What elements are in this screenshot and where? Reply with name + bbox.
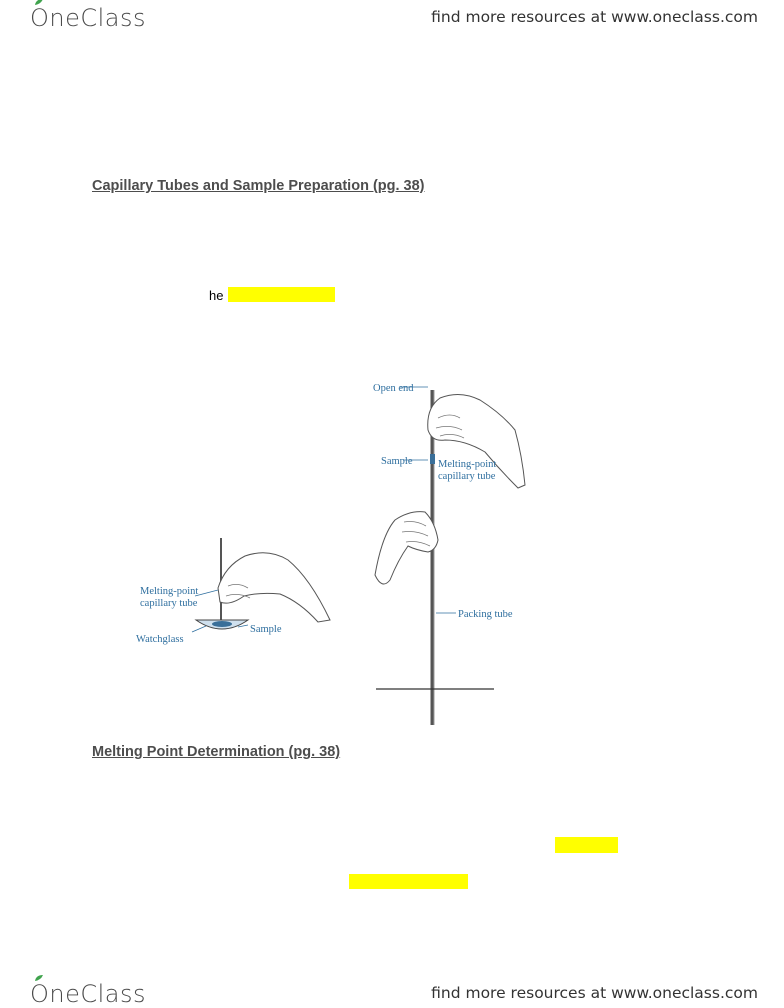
highlight-redaction-1 (228, 287, 335, 302)
highlight-redaction-2 (555, 837, 618, 853)
melting-heading: Melting Point Determination (pg. 38) (92, 744, 341, 760)
packing-tube-assembly (373, 383, 525, 725)
label-mp-capillary-right-2: capillary tube (438, 471, 496, 482)
leaf-icon (34, 0, 44, 6)
watchglass-assembly (136, 538, 330, 645)
oneclass-logo-top (30, 4, 146, 32)
label-watchglass: Watchglass (136, 634, 184, 645)
oneclass-logo-bottom (30, 980, 146, 1008)
label-mp-capillary-left-1: Melting-point (140, 586, 199, 597)
label-sample-right: Sample (381, 456, 413, 467)
logo-text: OneClass (30, 980, 147, 1008)
he-text-fragment: he (209, 288, 224, 303)
capillary-figure (120, 370, 540, 740)
highlight-redaction-3 (349, 874, 468, 889)
resources-link-bottom[interactable]: find more resources at www.oneclass.com (431, 984, 758, 1002)
label-mp-capillary-left-2: capillary tube (140, 598, 198, 609)
label-sample-left: Sample (250, 624, 282, 635)
label-open-end: Open end (373, 383, 414, 394)
resources-link-top[interactable]: find more resources at www.oneclass.com (431, 8, 758, 26)
label-packing-tube: Packing tube (458, 609, 513, 620)
leaf-icon (34, 974, 44, 982)
capillary-heading: Capillary Tubes and Sample Preparation (pg. 38) (92, 178, 425, 194)
label-mp-capillary-right-1: Melting-point (438, 459, 497, 470)
logo-text: OneClass (30, 4, 147, 32)
